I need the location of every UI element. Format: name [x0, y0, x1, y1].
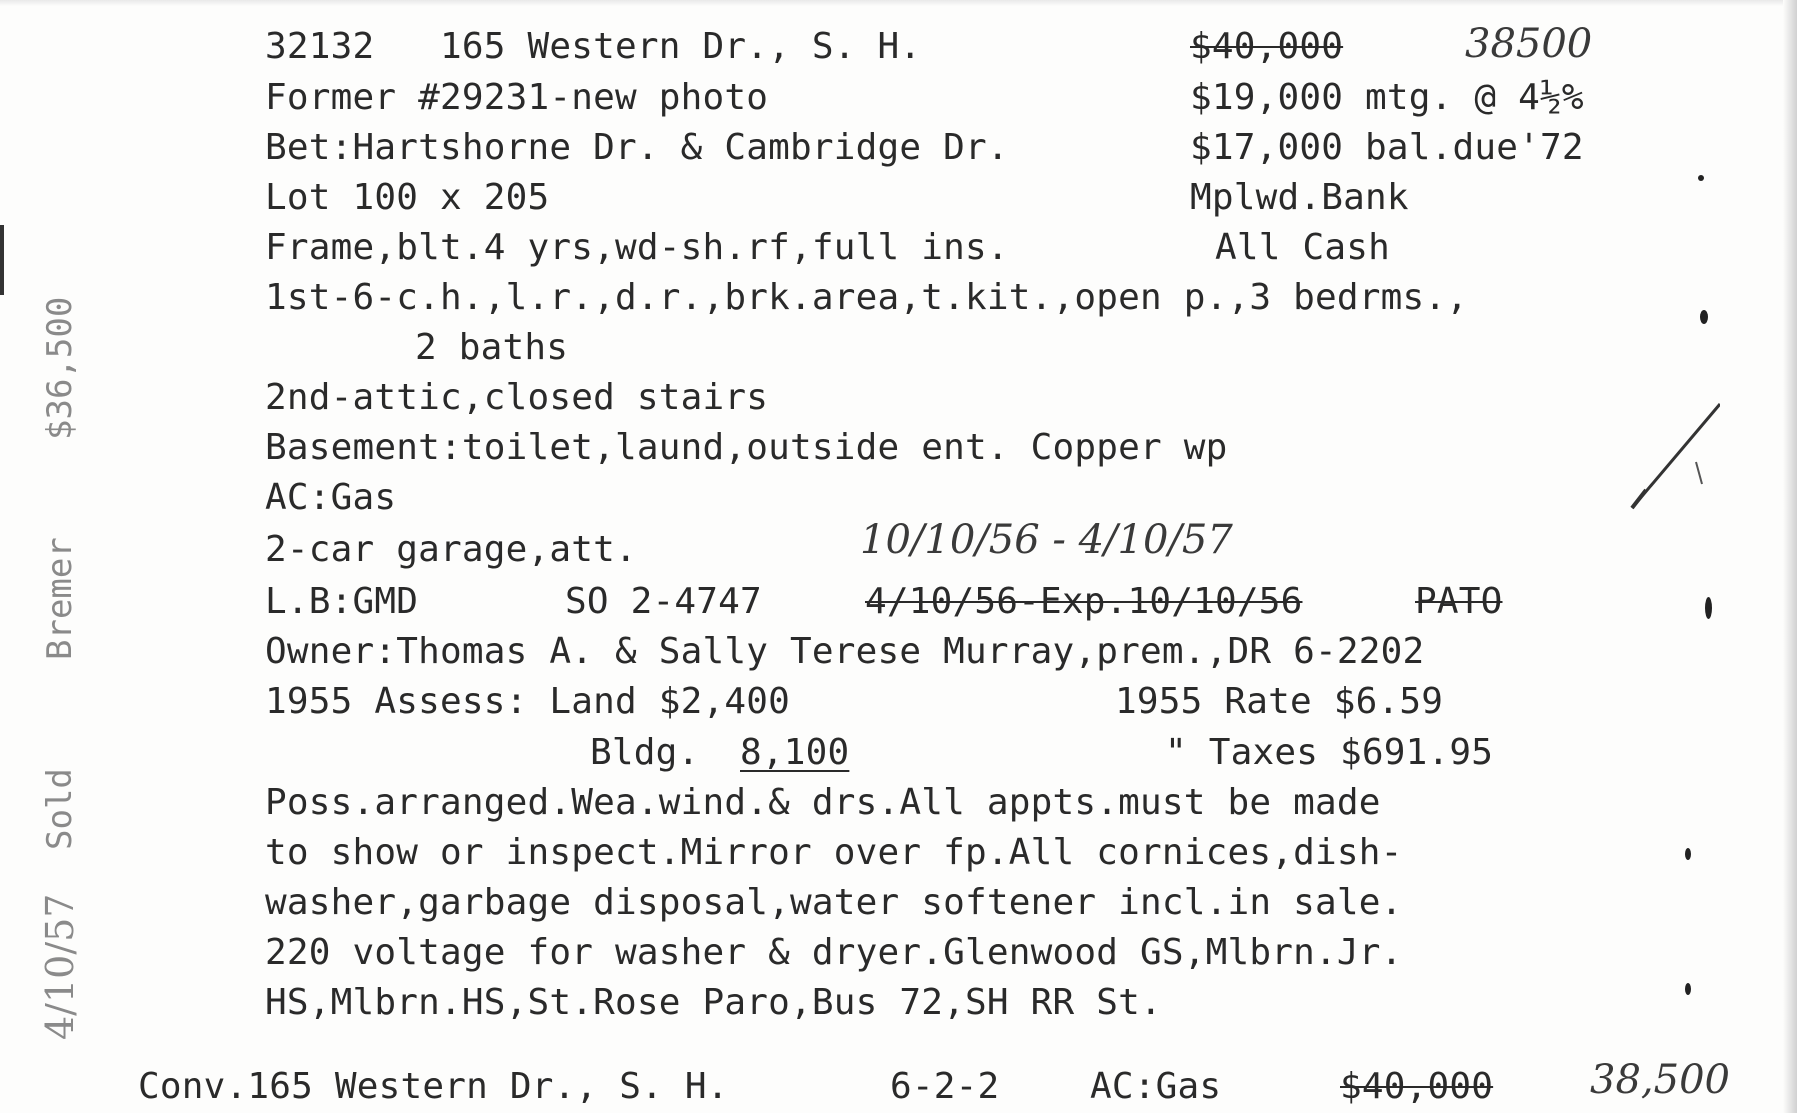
- owner: Owner:Thomas A. & Sally Terese Murray,prem.,DR 6-2202: [265, 631, 1425, 672]
- side-sold: Sold: [40, 768, 80, 850]
- listing-broker: L.B:GMD: [265, 581, 419, 622]
- mortgage: $19,000 mtg. @ 4½%: [1190, 77, 1584, 118]
- card-top-edge: [0, 0, 1797, 6]
- broker-phone: SO 2-4747: [565, 581, 762, 622]
- baths: 2 baths: [415, 327, 569, 368]
- bldg-value: 8,100: [740, 732, 850, 773]
- pato-note: PATO: [1415, 581, 1503, 622]
- assessment-land: 1955 Assess: Land $2,400: [265, 681, 790, 722]
- footer-code: 6-2-2: [890, 1066, 1000, 1107]
- side-agent: Bremer: [40, 537, 80, 660]
- lot-size: Lot 100 x 205: [265, 177, 550, 218]
- air-conditioning: AC:Gas: [265, 477, 397, 518]
- listing-dates: 4/10/56-Exp.10/10/56: [865, 581, 1303, 622]
- construction: Frame,blt.4 yrs,wd-sh.rf,full ins.: [265, 227, 1009, 268]
- tax-rate: 1955 Rate $6.59: [1115, 681, 1444, 722]
- footer-conv-address: Conv.165 Western Dr., S. H.: [138, 1066, 729, 1107]
- taxes: " Taxes $691.95: [1165, 732, 1494, 773]
- bldg-label: Bldg.: [590, 732, 700, 773]
- remarks-line: 220 voltage for washer & dryer.Glenwood GS,Mlbrn.Jr.: [265, 932, 1403, 973]
- remarks-line: HS,Mlbrn.HS,St.Rose Paro,Bus 72,SH RR St.: [265, 982, 1162, 1023]
- handwritten-dates: 10/10/56 - 4/10/57: [860, 517, 1233, 563]
- garage: 2-car garage,att.: [265, 529, 637, 570]
- original-price: $40,000: [1190, 26, 1344, 67]
- basement: Basement:toilet,laund,outside ent. Copper wp: [265, 427, 1228, 468]
- second-floor: 2nd-attic,closed stairs: [265, 377, 769, 418]
- ink-dot: [1705, 597, 1712, 619]
- footer-revised-price: 38,500: [1590, 1057, 1730, 1103]
- ink-dot: [1698, 175, 1704, 181]
- former-listing: Former #29231-new photo: [265, 77, 769, 118]
- ink-dot: [1685, 848, 1691, 860]
- revised-price: 38500: [1465, 21, 1593, 67]
- remarks-line: washer,garbage disposal,water softener incl.in sale.: [265, 882, 1403, 923]
- check-mark-icon: [1630, 400, 1720, 510]
- balance-due: $17,000 bal.due'72: [1190, 127, 1584, 168]
- remarks-line: Poss.arranged.Wea.wind.& drs.All appts.must be made: [265, 782, 1381, 823]
- side-date: 4/10/57: [38, 893, 82, 1040]
- cross-streets: Bet:Hartshorne Dr. & Cambridge Dr.: [265, 127, 1009, 168]
- side-price: $36,500: [40, 296, 80, 440]
- ink-dot: [1700, 310, 1708, 324]
- ink-dot: [1685, 983, 1691, 995]
- footer-ac: AC:Gas: [1090, 1066, 1222, 1107]
- listing-address: 165 Western Dr., S. H.: [440, 26, 922, 67]
- footer-original-price: $40,000: [1340, 1066, 1494, 1107]
- listing-number: 32132: [265, 26, 375, 67]
- first-floor: 1st-6-c.h.,l.r.,d.r.,brk.area,t.kit.,open p.,3 bedrms.,: [265, 277, 1469, 318]
- card-right-edge: [1783, 0, 1797, 1113]
- remarks-line: to show or inspect.Mirror over fp.All cornices,dish-: [265, 832, 1403, 873]
- all-cash: All Cash: [1215, 227, 1390, 268]
- bank: Mplwd.Bank: [1190, 177, 1409, 218]
- margin-mark: [0, 225, 4, 295]
